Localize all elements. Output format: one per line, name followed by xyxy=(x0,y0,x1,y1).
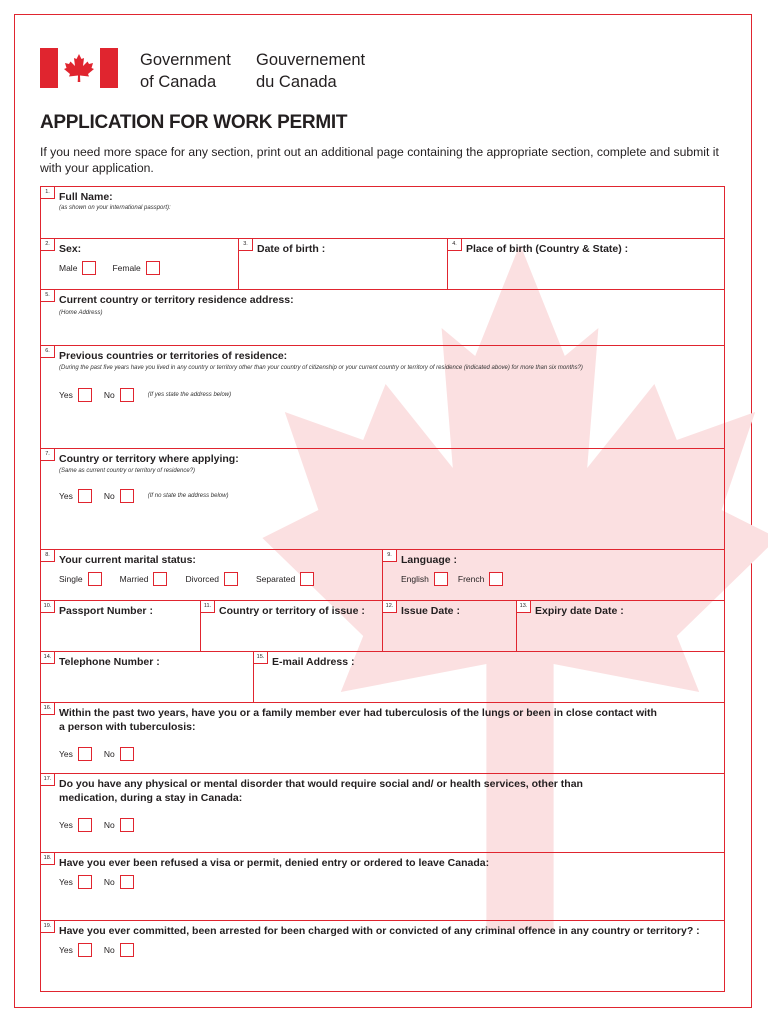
government-of-canada-en xyxy=(140,49,231,93)
field-number: 15. xyxy=(254,652,268,664)
applying-yes-option xyxy=(59,489,92,503)
previous-yes-checkbox[interactable] xyxy=(78,388,92,402)
previous-options xyxy=(59,388,231,402)
field-number: 16. xyxy=(41,703,55,715)
marital-label: Your current marital status: xyxy=(59,554,196,566)
field-number: 11. xyxy=(201,601,215,613)
english-label: English xyxy=(401,574,429,584)
row-residence xyxy=(41,289,724,345)
female-option xyxy=(112,261,159,275)
separated-checkbox[interactable] xyxy=(300,572,314,586)
applying-no-option xyxy=(104,489,134,503)
field-number: 18. xyxy=(41,853,55,865)
no-label: No xyxy=(103,945,115,955)
married-checkbox[interactable] xyxy=(153,572,167,586)
married-option xyxy=(120,572,168,586)
refused-yes-checkbox[interactable] xyxy=(78,875,92,889)
field-number: 2. xyxy=(41,239,55,251)
married-label: Married xyxy=(119,574,149,584)
criminal-yes-checkbox[interactable] xyxy=(78,943,92,957)
issue-country-label: Country or territory of issue : xyxy=(219,605,365,617)
divorced-checkbox[interactable] xyxy=(224,572,238,586)
criminal-options xyxy=(59,943,134,957)
field-number: 7. xyxy=(41,449,55,461)
disorder-field xyxy=(41,774,724,852)
criminal-label: Have you ever committed, been arrested for been charged with or convicted of any criminal offence in any country or territory? : xyxy=(59,925,700,937)
previous-note: (During the past five years have you lived in any country or territory other than your country of citizenship or your current country or territory of residence (indicated above) for more than six months?) xyxy=(59,365,583,371)
tb-no-checkbox[interactable] xyxy=(120,747,134,761)
sex-field xyxy=(41,239,238,289)
full-name-note: (as shown on your international passport): xyxy=(59,205,171,211)
refused-no-option xyxy=(104,875,134,889)
email-label: E-mail Address : xyxy=(272,656,355,668)
issue-date-label: Issue Date : xyxy=(401,605,460,617)
passport-number-label: Passport Number : xyxy=(59,605,153,617)
sex-options xyxy=(59,261,160,275)
yes-label: Yes xyxy=(59,749,73,759)
marital-field xyxy=(41,550,382,600)
criminal-no-checkbox[interactable] xyxy=(120,943,134,957)
disorder-yes-option xyxy=(59,818,92,832)
residence-note: (Home Address) xyxy=(59,310,103,316)
applying-yes-checkbox[interactable] xyxy=(78,489,92,503)
application-form xyxy=(40,186,725,992)
field-number: 1. xyxy=(41,187,55,199)
english-option xyxy=(401,572,448,586)
refused-label: Have you ever been refused a visa or permit, denied entry or ordered to leave Canada: xyxy=(59,857,490,869)
previous-no-option xyxy=(104,388,134,402)
gov-en-line1: Government xyxy=(140,51,231,69)
refused-yes-option xyxy=(59,875,92,889)
refused-options xyxy=(59,875,134,889)
row-tuberculosis xyxy=(41,702,724,773)
telephone-label: Telephone Number : xyxy=(59,656,160,668)
disorder-options xyxy=(59,818,134,832)
pob-label: Place of birth (Country & State) : xyxy=(466,243,629,255)
previous-residence-field xyxy=(41,346,724,448)
single-option xyxy=(59,572,102,586)
row-marital-language xyxy=(41,549,724,600)
applying-no-checkbox[interactable] xyxy=(120,489,134,503)
french-checkbox[interactable] xyxy=(489,572,503,586)
applying-options xyxy=(59,489,228,503)
marital-options xyxy=(59,572,314,586)
disorder-label: Do you have any physical or mental disorder that would require social and/ or health services, other than medication, during a stay in Canada: xyxy=(59,778,583,804)
tuberculosis-label: Within the past two years, have you or a family member ever had tuberculosis of the lungs or been in close contact with a person with tuberculosis: xyxy=(59,707,657,733)
separated-option xyxy=(256,572,314,586)
row-disorder xyxy=(41,773,724,852)
refused-no-checkbox[interactable] xyxy=(120,875,134,889)
field-number: 5. xyxy=(41,290,55,302)
no-label: No xyxy=(103,390,115,400)
french-option xyxy=(458,572,503,586)
english-checkbox[interactable] xyxy=(434,572,448,586)
disorder-no-checkbox[interactable] xyxy=(120,818,134,832)
tuberculosis-options xyxy=(59,747,134,761)
no-label: No xyxy=(103,820,115,830)
no-label: No xyxy=(103,491,115,501)
french-label: French xyxy=(457,574,485,584)
dob-field[interactable] xyxy=(238,239,447,289)
field-number: 6. xyxy=(41,346,55,358)
yes-label: Yes xyxy=(59,820,73,830)
previous-no-checkbox[interactable] xyxy=(120,388,134,402)
divorced-option xyxy=(185,572,238,586)
row-previous-residence xyxy=(41,345,724,448)
field-number: 10. xyxy=(41,601,55,613)
yes-label: Yes xyxy=(59,945,73,955)
passport-number-field[interactable] xyxy=(41,601,200,651)
gov-en-line2: of Canada xyxy=(140,73,217,91)
single-checkbox[interactable] xyxy=(88,572,102,586)
gov-fr-line2: du Canada xyxy=(256,73,337,91)
pob-field[interactable] xyxy=(447,239,724,289)
criminal-no-option xyxy=(104,943,134,957)
row-criminal xyxy=(41,920,724,991)
field-number: 19. xyxy=(41,921,55,933)
male-checkbox[interactable] xyxy=(82,261,96,275)
field-number: 14. xyxy=(41,652,55,664)
criminal-field xyxy=(41,921,724,991)
refused-field xyxy=(41,853,724,920)
male-option xyxy=(59,261,96,275)
field-number: 9. xyxy=(383,550,397,562)
field-number: 8. xyxy=(41,550,55,562)
dob-label: Date of birth : xyxy=(257,243,326,255)
tb-yes-checkbox[interactable] xyxy=(78,747,92,761)
residence-label: Current country or territory residence address: xyxy=(59,294,294,306)
yes-label: Yes xyxy=(59,877,73,887)
tb-no-option xyxy=(104,747,134,761)
email-field[interactable] xyxy=(253,652,724,702)
government-of-canada-fr xyxy=(256,49,365,93)
separated-label: Separated xyxy=(256,574,296,584)
no-label: No xyxy=(103,877,115,887)
issue-country-field[interactable] xyxy=(200,601,382,651)
single-label: Single xyxy=(59,574,83,584)
residence-field[interactable] xyxy=(41,290,724,345)
criminal-yes-option xyxy=(59,943,92,957)
canada-flag-icon xyxy=(40,48,118,88)
applying-extra-note: (If no state the address below) xyxy=(147,493,229,499)
row-full-name xyxy=(41,187,724,238)
disorder-no-option xyxy=(104,818,134,832)
female-label: Female xyxy=(112,263,141,273)
gov-fr-line1: Gouvernement xyxy=(256,51,366,69)
yes-label: Yes xyxy=(59,390,73,400)
field-number: 12. xyxy=(383,601,397,613)
issue-date-field[interactable] xyxy=(382,601,516,651)
telephone-field[interactable] xyxy=(41,652,253,702)
field-number: 4. xyxy=(448,239,462,251)
language-field xyxy=(382,550,724,600)
full-name-field[interactable] xyxy=(41,187,724,238)
expiry-date-label: Expiry date Date : xyxy=(535,605,624,617)
intro-text: If you need more space for any section, print out an additional page containing the appropriate section, complete and submit it with your application. xyxy=(40,145,719,175)
applying-note: (Same as current country or territory of residence?) xyxy=(59,468,196,474)
page-title: APPLICATION FOR WORK PERMIT xyxy=(40,112,348,133)
language-options xyxy=(401,572,503,586)
language-label: Language : xyxy=(401,554,458,566)
previous-yes-option xyxy=(59,388,92,402)
row-refused xyxy=(41,852,724,920)
field-number: 17. xyxy=(41,774,55,786)
row-passport xyxy=(41,600,724,651)
row-contact xyxy=(41,651,724,702)
tb-yes-option xyxy=(59,747,92,761)
field-number: 3. xyxy=(239,239,253,251)
applying-label: Country or territory where applying: xyxy=(59,453,239,465)
yes-label: Yes xyxy=(59,491,73,501)
female-checkbox[interactable] xyxy=(146,261,160,275)
divorced-label: Divorced xyxy=(185,574,219,584)
previous-extra-note: (If yes state the address below) xyxy=(147,392,232,398)
sex-label: Sex: xyxy=(59,243,82,255)
full-name-label: Full Name: xyxy=(59,191,113,203)
field-number: 13. xyxy=(517,601,531,613)
disorder-yes-checkbox[interactable] xyxy=(78,818,92,832)
applying-field xyxy=(41,449,724,549)
male-label: Male xyxy=(59,263,78,273)
expiry-date-field[interactable] xyxy=(516,601,724,651)
previous-label: Previous countries or territories of residence: xyxy=(59,350,288,362)
row-applying xyxy=(41,448,724,549)
no-label: No xyxy=(103,749,115,759)
row-sex-dob-pob xyxy=(41,238,724,289)
tuberculosis-field xyxy=(41,703,724,773)
